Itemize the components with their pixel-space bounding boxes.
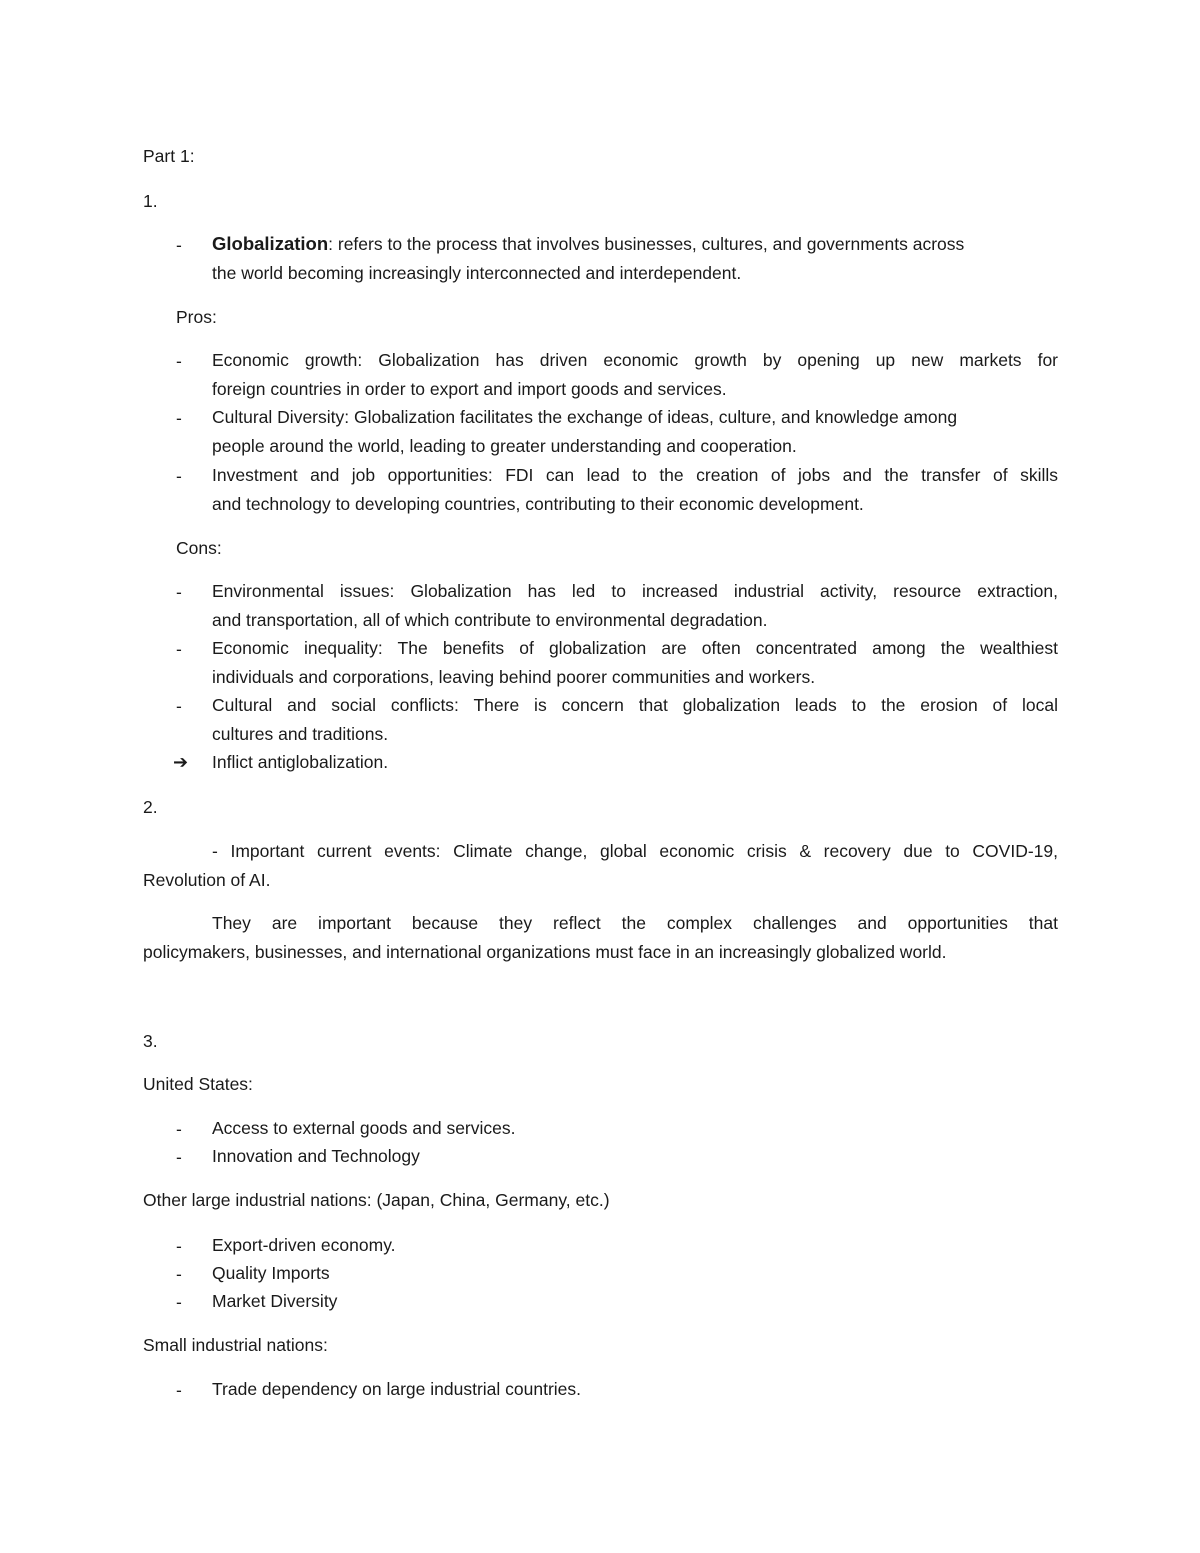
bullet-dash: - bbox=[176, 1264, 182, 1284]
events-line-1: - Important current events: Climate change, global economic crisis & recovery due to COVID-19, bbox=[212, 841, 1058, 861]
con-item-line-1: Economic inequality: The benefits of globalization are often concentrated among the wealthiest bbox=[212, 638, 1058, 658]
small-nations-label: Small industrial nations: bbox=[143, 1335, 328, 1355]
list-item: Market Diversity bbox=[212, 1291, 338, 1311]
reason-line-1: They are important because they reflect the complex challenges and opportunities that bbox=[212, 913, 1058, 933]
question-3-number: 3. bbox=[143, 1031, 158, 1051]
globalization-definition-line-2: the world becoming increasingly interconnected and interdependent. bbox=[212, 263, 742, 283]
list-item: Quality Imports bbox=[212, 1263, 330, 1283]
bullet-dash: - bbox=[176, 351, 182, 371]
large-nations-label: Other large industrial nations: (Japan, China, Germany, etc.) bbox=[143, 1190, 610, 1210]
bullet-dash: - bbox=[176, 696, 182, 716]
pro-item-line-1: Economic growth: Globalization has driven economic growth by opening up new markets for bbox=[212, 350, 1058, 370]
con-item-line-2: individuals and corporations, leaving behind poorer communities and workers. bbox=[212, 667, 816, 687]
bullet-dash: - bbox=[176, 1119, 182, 1139]
globalization-term: Globalization bbox=[212, 233, 329, 254]
list-item: Innovation and Technology bbox=[212, 1146, 420, 1166]
bullet-dash: - bbox=[176, 1236, 182, 1256]
reason-line-2: policymakers, businesses, and international organizations must face in an increasingly globalized world. bbox=[143, 942, 947, 962]
list-item: Trade dependency on large industrial countries. bbox=[212, 1379, 582, 1399]
con-item-line-1: Cultural and social conflicts: There is concern that globalization leads to the erosion of local bbox=[212, 695, 1058, 715]
definition-text: : refers to the process that involves businesses, cultures, and governments across bbox=[328, 234, 965, 254]
globalization-definition-line-1 bbox=[212, 233, 964, 255]
question-1-number: 1. bbox=[143, 191, 158, 211]
question-2-number: 2. bbox=[143, 797, 158, 817]
pro-item-line-2: and technology to developing countries, contributing to their economic development. bbox=[212, 494, 864, 514]
bullet-dash: - bbox=[176, 582, 182, 602]
list-item: Export-driven economy. bbox=[212, 1235, 396, 1255]
bullet-dash: - bbox=[176, 1147, 182, 1167]
united-states-label: United States: bbox=[143, 1074, 253, 1094]
bullet-dash: - bbox=[176, 235, 182, 255]
pros-label: Pros: bbox=[176, 307, 217, 327]
cons-label: Cons: bbox=[176, 538, 222, 558]
conclusion-text: Inflict antiglobalization. bbox=[212, 752, 389, 772]
con-item-line-2: and transportation, all of which contribute to environmental degradation. bbox=[212, 610, 768, 630]
list-item: Access to external goods and services. bbox=[212, 1118, 516, 1138]
bullet-dash: - bbox=[176, 1292, 182, 1312]
bullet-dash: - bbox=[176, 466, 182, 486]
pro-item-line-1: Investment and job opportunities: FDI can lead to the creation of jobs and the transfer of skills bbox=[212, 465, 1058, 485]
events-line-2: Revolution of AI. bbox=[143, 870, 271, 890]
con-item-line-2: cultures and traditions. bbox=[212, 724, 389, 744]
bullet-dash: - bbox=[176, 1380, 182, 1400]
arrow-right-icon: ➔ bbox=[173, 752, 189, 772]
pro-item-line-2: people around the world, leading to greater understanding and cooperation. bbox=[212, 436, 797, 456]
part-title: Part 1: bbox=[143, 146, 195, 166]
pro-item-line-1: Cultural Diversity: Globalization facilitates the exchange of ideas, culture, and knowledge among bbox=[212, 407, 958, 427]
pro-item-line-2: foreign countries in order to export and import goods and services. bbox=[212, 379, 727, 399]
con-item-line-1: Environmental issues: Globalization has led to increased industrial activity, resource extraction, bbox=[212, 581, 1058, 601]
bullet-dash: - bbox=[176, 639, 182, 659]
bullet-dash: - bbox=[176, 408, 182, 428]
